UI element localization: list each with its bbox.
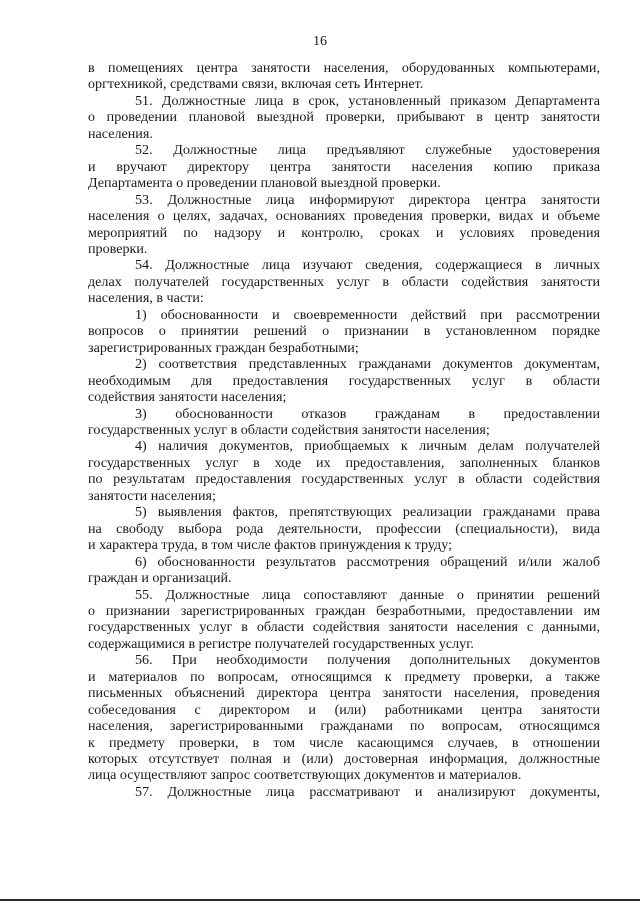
text-line: населения, зарегистрированными гражданами по вопросам, относящимся xyxy=(88,718,600,735)
text-line: 3) обоснованности отказов гражданам в предоставлении xyxy=(135,405,600,422)
text-line: государственных услуг в ходе их предоставления, заполненных бланков xyxy=(88,454,600,471)
text-line: населения о целях, задачах, основаниях проведения проверки, видах и объеме xyxy=(88,208,600,225)
text-line: по результатам предоставления государственных услуг в области содействия xyxy=(88,471,600,488)
text-line: содействия занятости населения; xyxy=(88,389,287,406)
text-line: проверки. xyxy=(88,240,148,257)
text-line: содержащимися в регистре получателей государственных услуг. xyxy=(88,635,474,652)
text-line: населения. xyxy=(88,125,153,142)
text-line: 51. Должностные лица в срок, установленный приказом Департамента xyxy=(135,92,600,109)
text-line: 52. Должностные лица предъявляют служебные удостоверения xyxy=(135,142,600,159)
text-line: о проведении плановой выездной проверки, прибывают в центр занятости xyxy=(88,109,600,126)
page-number: 16 xyxy=(313,34,327,49)
text-line: занятости населения; xyxy=(88,487,216,504)
text-line: 4) наличия документов, приобщаемых к личным делам получателей xyxy=(135,438,600,455)
text-line: и материалов по вопросам, относящимся к предмету проверки, а также xyxy=(88,668,600,685)
text-line: государственных услуг в области содействия занятости населения; xyxy=(88,421,490,438)
text-line: о признании зарегистрированных граждан безработными, предоставлении им xyxy=(88,602,600,619)
page-bottom-edge xyxy=(0,899,640,901)
text-line: лица осуществляют запрос соответствующих документов и материалов. xyxy=(88,767,522,784)
text-line: в помещениях центра занятости населения, оборудованных компьютерами, xyxy=(88,60,600,76)
text-line: граждан и организаций. xyxy=(88,570,232,587)
text-line: собеседования с директором и (или) работниками центра занятости xyxy=(88,701,600,718)
text-line: вопросов о принятии решений о признании в установленном порядке xyxy=(88,323,600,340)
text-line: 54. Должностные лица изучают сведения, содержащиеся в личных xyxy=(135,257,600,274)
text-line: 5) выявления фактов, препятствующих реализации гражданами права xyxy=(135,504,600,521)
text-line: оргтехникой, средствами связи, включая сеть Интернет. xyxy=(88,76,424,93)
text-line: населения, в части: xyxy=(88,290,204,307)
text-line: 55. Должностные лица сопоставляют данные о принятии решений xyxy=(135,586,600,603)
text-line: 56. При необходимости получения дополнительных документов xyxy=(135,652,600,669)
text-line: письменных объяснений директора центра занятости населения, проведения xyxy=(88,685,600,702)
text-line: делах получателей государственных услуг в области содействия занятости xyxy=(88,273,600,290)
text-line: 2) соответствия представленных гражданами документов документам, xyxy=(135,356,600,373)
text-line: зарегистрированных граждан безработными; xyxy=(88,339,359,356)
text-line: Департамента о проведении плановой выездной проверки. xyxy=(88,175,441,192)
text-line: 57. Должностные лица рассматривают и анализируют документы, xyxy=(135,783,600,800)
text-line: 53. Должностные лица информируют директора центра занятости xyxy=(135,191,600,208)
text-line: к предмету проверки, в том числе касающимся случаев, в отношении xyxy=(88,734,600,751)
text-line: которых отсутствует полная и (или) достоверная информация, должностные xyxy=(88,751,600,768)
text-line: 6) обоснованности результатов рассмотрения обращений и/или жалоб xyxy=(135,553,600,570)
document-body xyxy=(88,60,600,800)
text-line: и вручают директору центра занятости населения копию приказа xyxy=(88,158,600,175)
text-line: и характера труда, в том числе фактов принуждения к труду; xyxy=(88,537,452,554)
text-line: мероприятий по надзору и контролю, сроках и условиях проведения xyxy=(88,224,600,241)
text-line: 1) обоснованности и своевременности действий при рассмотрении xyxy=(135,306,600,323)
text-line: необходимым для предоставления государственных услуг в области xyxy=(88,372,600,389)
text-line: государственных услуг в области содействия занятости населения с данными, xyxy=(88,619,600,636)
text-line: на свободу выбора рода деятельности, профессии (специальности), вида xyxy=(88,520,600,537)
